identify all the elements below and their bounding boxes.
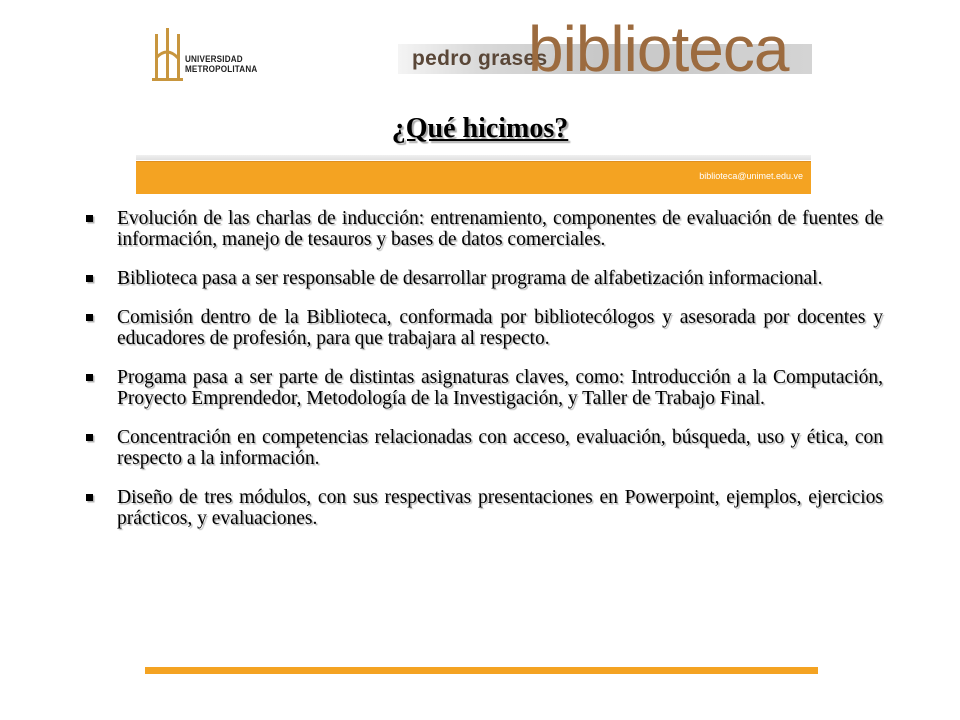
bullet-item bbox=[83, 268, 883, 289]
bullet-square-icon bbox=[86, 494, 93, 501]
bullet-item bbox=[83, 427, 883, 469]
bullet-item bbox=[83, 307, 883, 349]
bullet-item bbox=[83, 208, 883, 250]
university-emblem-icon bbox=[152, 28, 186, 84]
university-name-line2: METROPOLITANA bbox=[185, 64, 258, 74]
library-name: biblioteca bbox=[528, 13, 789, 85]
slide-title: ¿Qué hicimos? bbox=[391, 113, 569, 144]
bullet-square-icon bbox=[86, 275, 93, 282]
bullet-text: Evolución de las charlas de inducción: entrenamiento, componentes de evaluación de fuentes de información, manejo de tesauros y bases de datos comerciales. bbox=[117, 208, 883, 250]
bullet-item bbox=[83, 487, 883, 529]
bullet-text: Comisión dentro de la Biblioteca, conformada por bibliotecólogos y asesorada por docentes y educadores de profesión, para que trabajara al respecto. bbox=[117, 307, 883, 349]
bullet-square-icon bbox=[86, 374, 93, 381]
bullet-text: Progama pasa a ser parte de distintas asignaturas claves, como: Introducción a la Computación, Proyecto Emprendedor, Metodología de la Investigación, y Taller de Trabajo Final. bbox=[117, 367, 883, 409]
university-name-line1: UNIVERSIDAD bbox=[185, 54, 243, 64]
bullet-square-icon bbox=[86, 215, 93, 222]
university-name bbox=[185, 54, 257, 74]
library-email: biblioteca@unimet.edu.ve bbox=[699, 171, 803, 181]
bullet-square-icon bbox=[86, 434, 93, 441]
bullet-square-icon bbox=[86, 314, 93, 321]
email-strip bbox=[136, 161, 811, 194]
bullet-text: Biblioteca pasa a ser responsable de desarrollar programa de alfabetización informacional. bbox=[117, 268, 823, 289]
bullet-text: Diseño de tres módulos, con sus respectivas presentaciones en Powerpoint, ejemplos, ejercicios prácticos, y evaluaciones. bbox=[117, 487, 883, 529]
bullet-item bbox=[83, 367, 883, 409]
bullet-text: Concentración en competencias relacionadas con acceso, evaluación, búsqueda, uso y ética, con respecto a la información. bbox=[117, 427, 883, 469]
footer-bar bbox=[145, 667, 818, 674]
header-divider bbox=[136, 155, 811, 160]
library-subname: pedro grases bbox=[412, 47, 548, 70]
bullet-list bbox=[83, 208, 883, 547]
